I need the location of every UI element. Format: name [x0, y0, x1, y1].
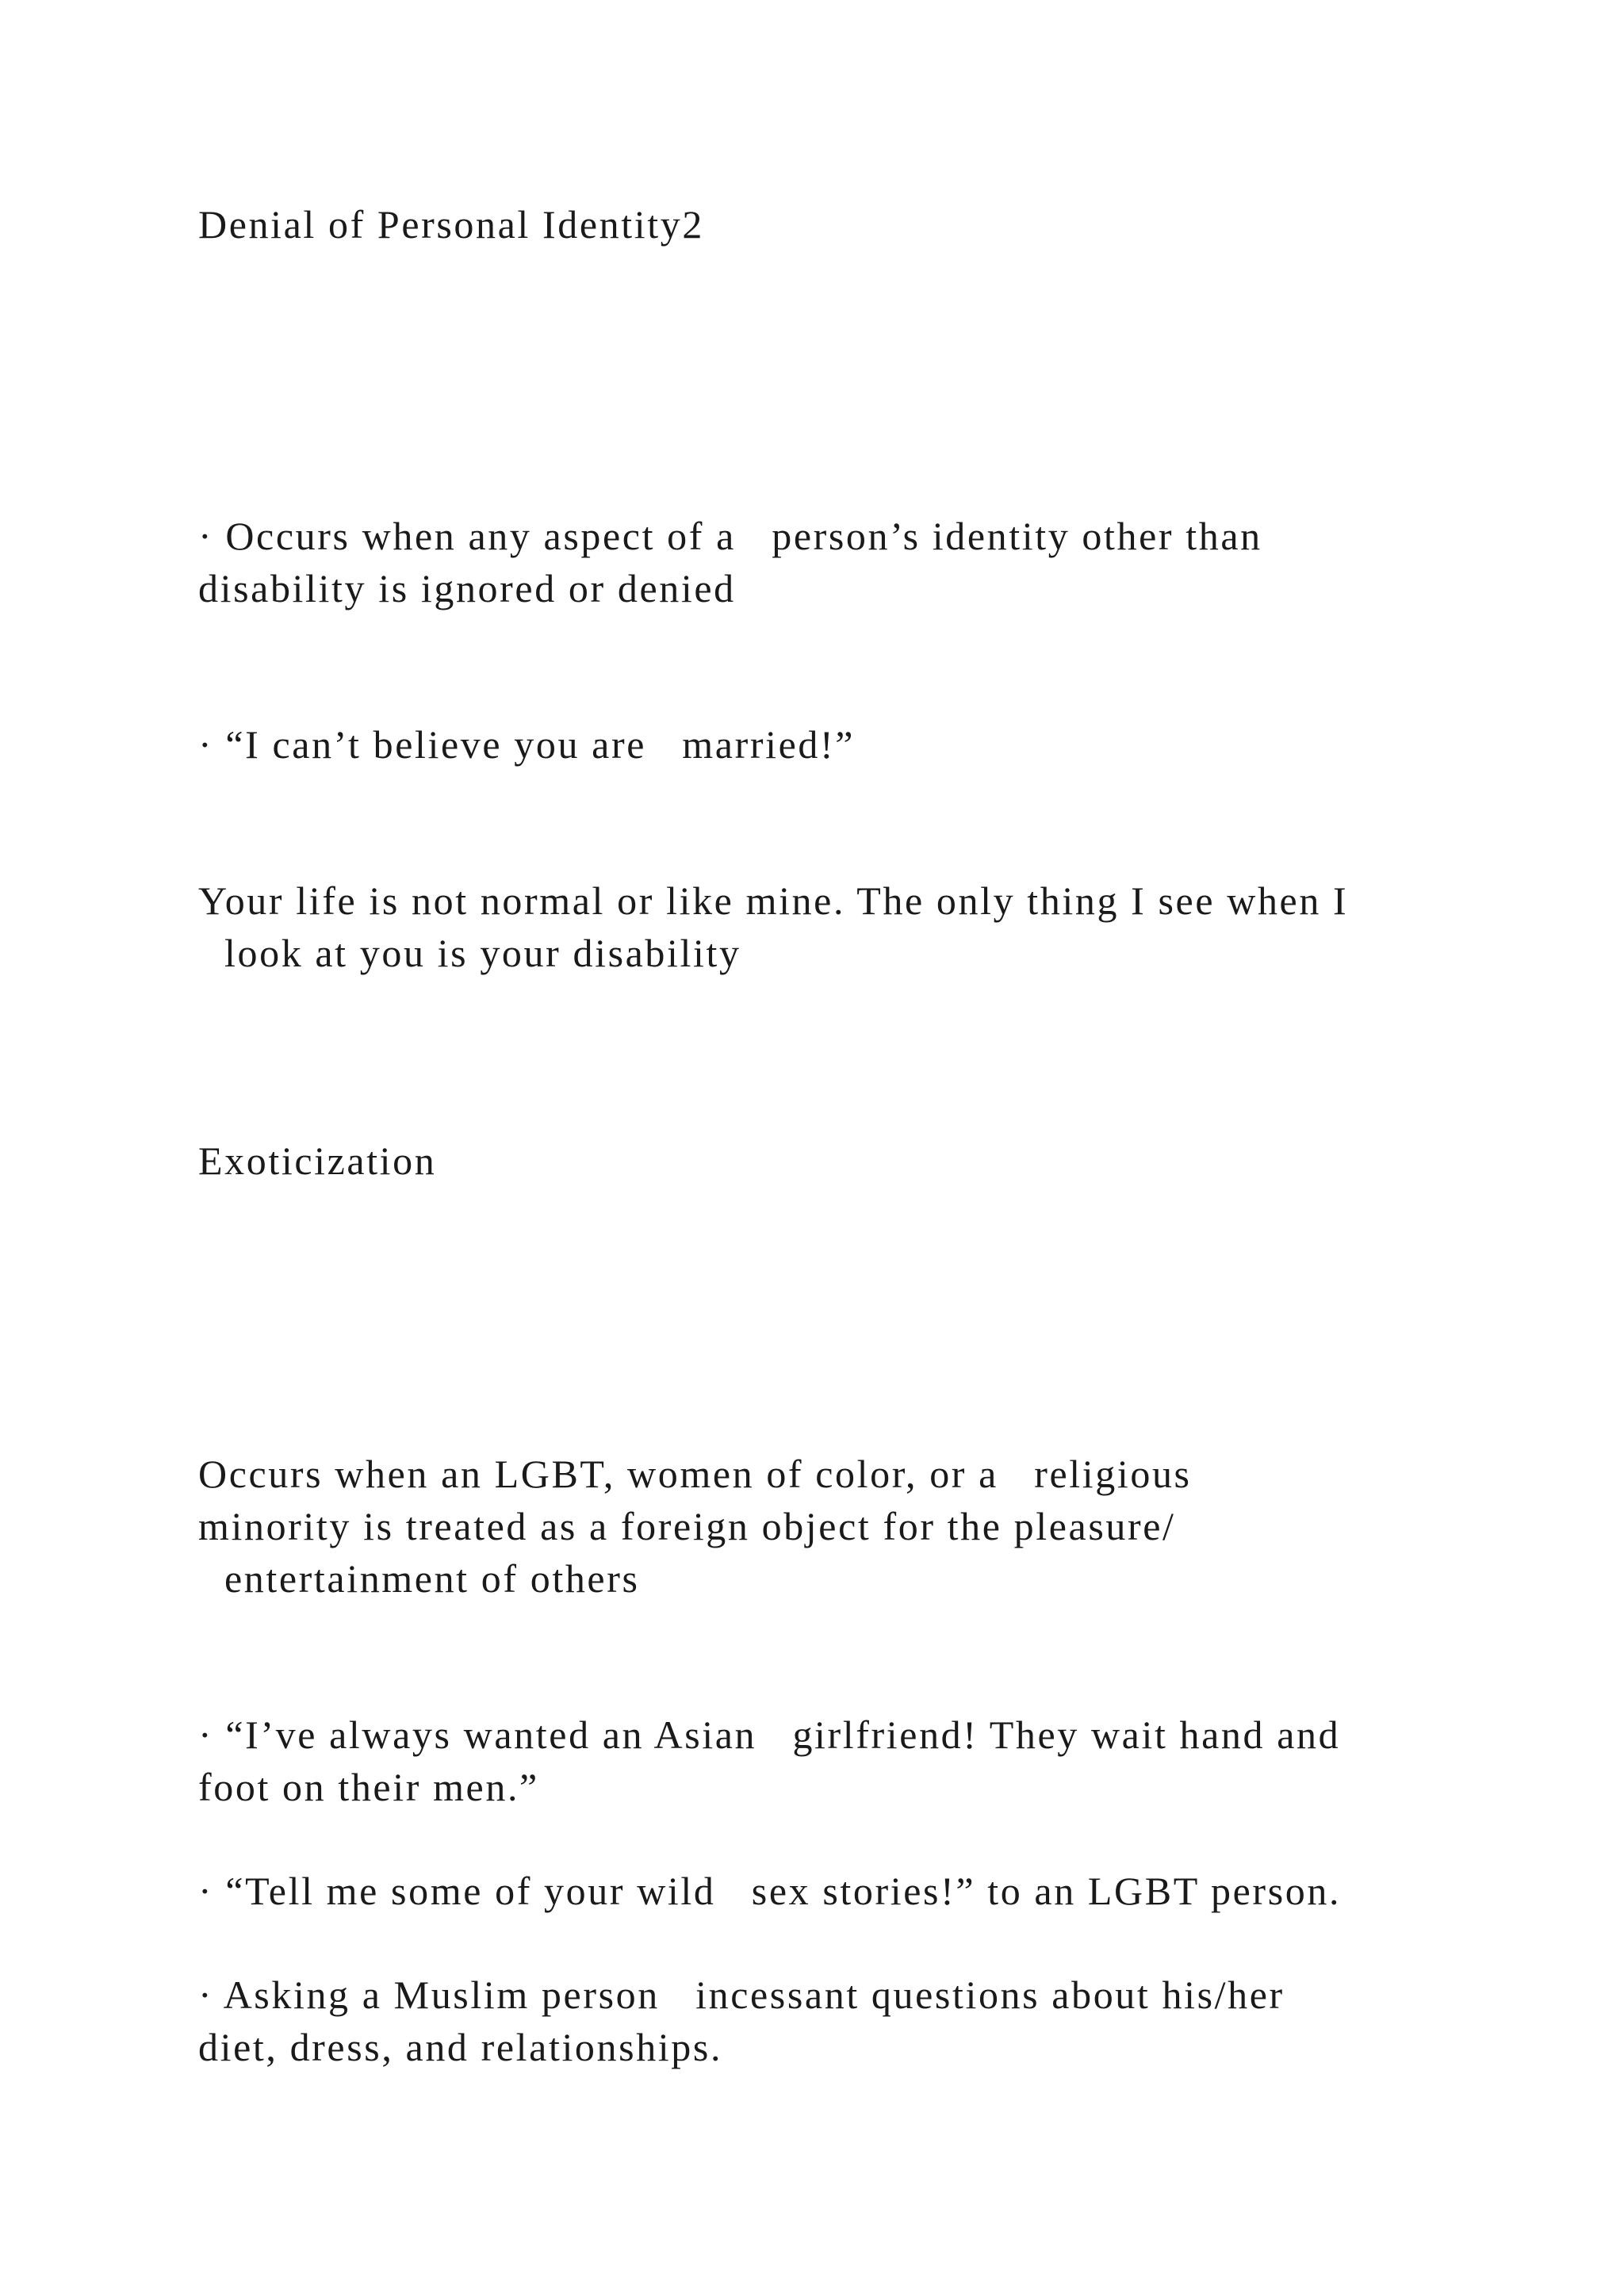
message-line-1: Your life is not normal or like mine. The only thing I see when I — [198, 878, 1349, 923]
example-asian-girlfriend-line-2: foot on their men.” — [198, 1765, 539, 1809]
exoticization-definition-line-3: entertainment of others — [224, 1556, 640, 1601]
example-wild-stories: · “Tell me some of your wild sex stories!” to an LGBT person. — [198, 1869, 1342, 1913]
definition-line-1: · Occurs when any aspect of a person’s identity other than — [198, 514, 1262, 558]
message-line-2: look at you is your disability — [224, 931, 741, 975]
section-heading-denial-of-personal-identity: Denial of Personal Identity2 — [198, 202, 704, 247]
example-muslim-questions-line-1: · Asking a Muslim person incessant questions about his/her — [198, 1973, 1285, 2017]
section-heading-exoticization: Exoticization — [198, 1138, 437, 1183]
example-muslim-questions-line-2: diet, dress, and relationships. — [198, 2025, 723, 2069]
example-married-quote: · “I can’t believe you are married!” — [198, 722, 856, 767]
definition-line-2: disability is ignored or denied — [198, 566, 736, 610]
example-asian-girlfriend-line-1: · “I’ve always wanted an Asian girlfriend! They wait hand and — [198, 1712, 1341, 1757]
exoticization-definition-line-1: Occurs when an LGBT, women of color, or a religious — [198, 1452, 1192, 1496]
exoticization-definition-line-2: minority is treated as a foreign object for the pleasure/ — [198, 1504, 1176, 1548]
